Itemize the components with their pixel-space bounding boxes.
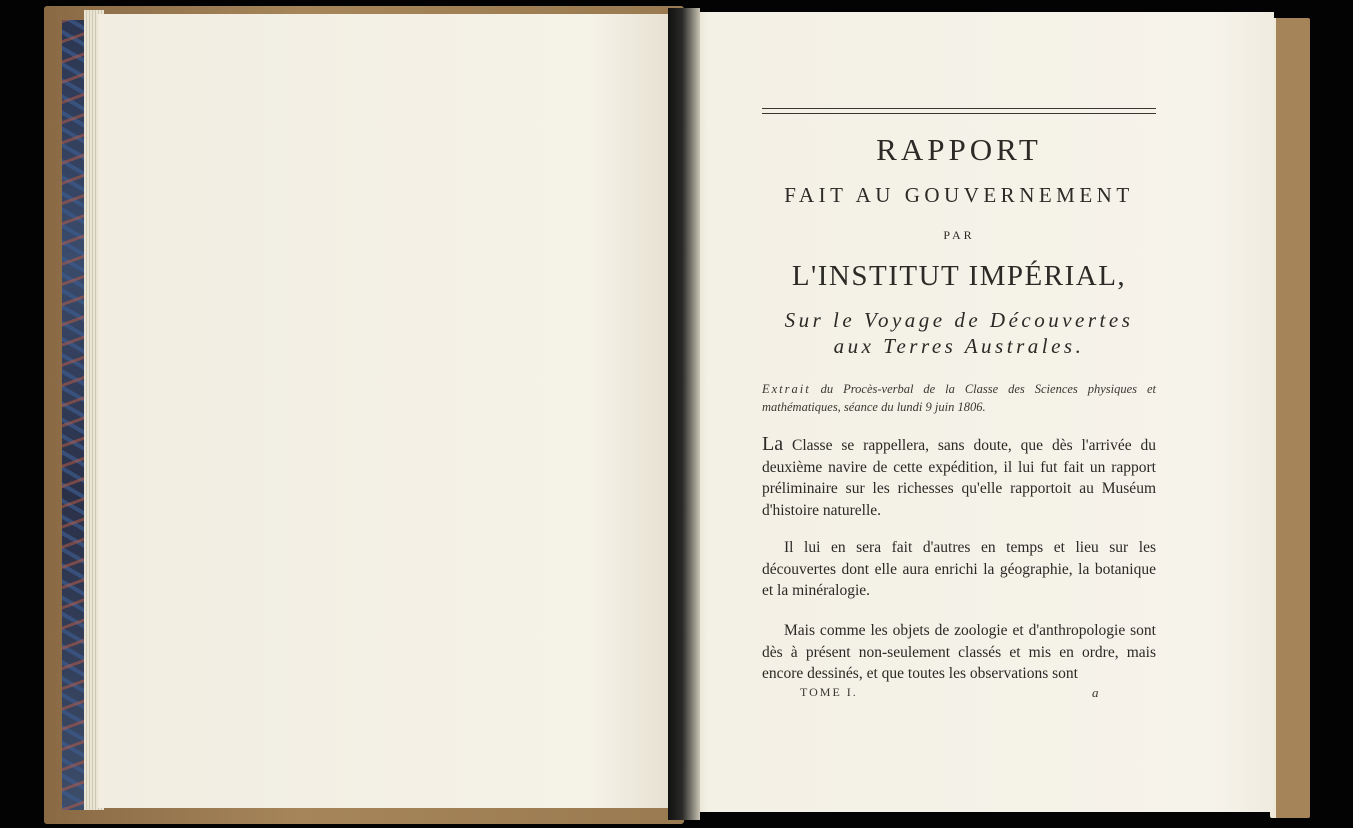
paragraph-1 — [762, 434, 1156, 521]
book-gutter — [668, 8, 700, 820]
institution-heading: L'INSTITUT IMPÉRIAL, — [791, 260, 1127, 292]
extract-lead: Extrait — [762, 382, 811, 396]
paragraph-3 — [762, 620, 1156, 685]
footer-volume: TOME I. — [800, 685, 858, 699]
show-through-text — [98, 84, 680, 153]
header-rule-thick — [762, 108, 1156, 109]
footer-signature-mark: a — [1092, 685, 1099, 700]
subtitle: FAIT AU GOUVERNEMENT — [784, 183, 1134, 207]
paragraph-3-text: Mais comme les objets de zoologie et d'anthropologie sont dès à présent non-seulement classés et mis en ordre, mais encore dessinés, et que toutes les observations sont — [762, 622, 1156, 682]
paragraph-2-text: Il lui en sera fait d'autres en temps et lieu sur les découvertes dont elle aura enrichi la géographie, la botanique et la minéralogie. — [762, 539, 1156, 599]
extract-note — [762, 380, 1156, 416]
paragraph-dropcap: La — [762, 433, 784, 455]
page-title: RAPPORT — [876, 132, 1042, 167]
voyage-heading-line1: Sur le Voyage de Découvertes — [784, 308, 1134, 332]
voyage-heading-line2: aux Terres Australes. — [833, 334, 1085, 358]
by-line: PAR — [943, 228, 975, 242]
extract-text: du Procès-verbal de la Classe des Sciences physiques et mathématiques, séance du lundi 9 juin 1806. — [762, 382, 1156, 414]
paragraph-2 — [762, 537, 1156, 602]
right-cover — [1270, 18, 1310, 818]
left-page-blank — [98, 14, 680, 808]
header-rule-thin — [762, 113, 1156, 114]
paragraph-1-text: Classe se rappellera, sans doute, que dès l'arrivée du deuxième navire de cette expédition, il lui fut fait un rapport préliminaire sur les richesses qu'elle rapportoit au Muséum d'histoire naturelle. — [762, 437, 1157, 519]
